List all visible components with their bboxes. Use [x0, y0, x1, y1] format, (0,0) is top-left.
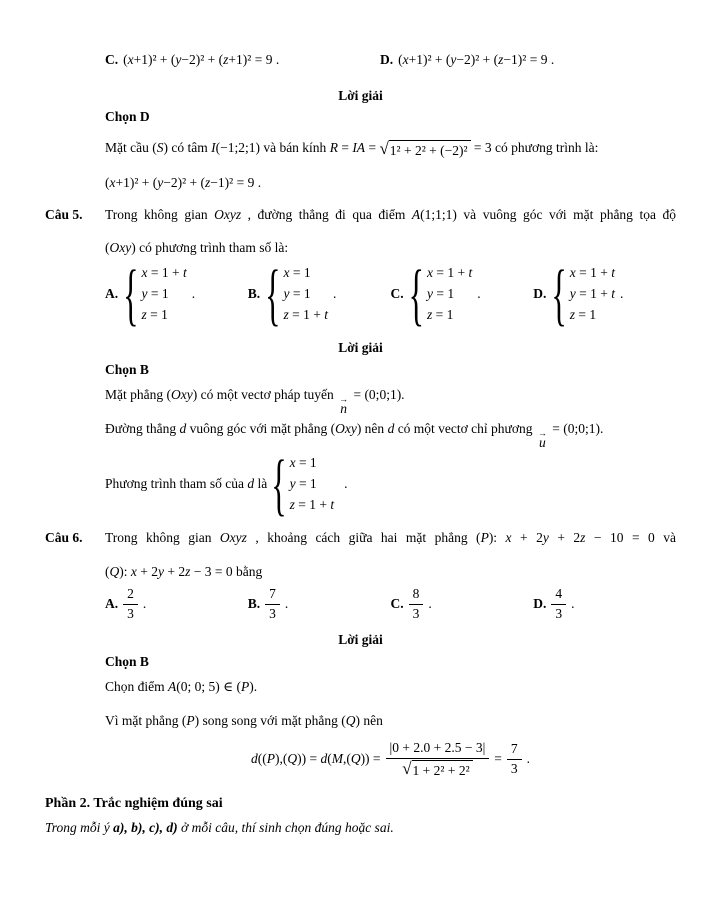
- case-line: z = 1 + t: [283, 307, 329, 322]
- fraction-b: [265, 586, 280, 623]
- question-6-text: [105, 521, 676, 589]
- case-line: x = 1: [283, 265, 311, 280]
- option-a-label: A.: [105, 596, 119, 612]
- option-b-label: B.: [247, 285, 261, 301]
- option-d-tail: .: [571, 596, 575, 612]
- part2-heading: Phần 2. Trắc nghiệm đúng sai: [45, 796, 223, 811]
- loi-giai-heading-3: Lời giải: [338, 632, 383, 647]
- question-6-line2: (Q): x + 2y + 2z − 3 = 0 bằng: [105, 564, 263, 579]
- fraction-numerator: 8: [409, 586, 424, 605]
- option-d-label: D.: [533, 596, 547, 612]
- sqrt-expression: [379, 140, 470, 159]
- case-line: x = 1 + t: [569, 265, 615, 280]
- cases-lines-d: [570, 262, 615, 325]
- fraction-numerator: 7: [265, 586, 280, 605]
- vector-n: [339, 394, 349, 416]
- equation-main-fraction: [386, 740, 490, 779]
- sol6-line1: Chọn điểm A(0; 0; 5) ∈ (P).: [105, 679, 258, 694]
- equation-result-fraction: [507, 741, 522, 778]
- sol4-line1: [105, 140, 598, 159]
- case-line: z = 1: [569, 307, 597, 322]
- question-6: [45, 521, 676, 589]
- distance-equation: [105, 740, 676, 779]
- option-c-formula: (x+1)² + (y−2)² + (z+1)² = 9 .: [123, 52, 280, 67]
- sqrt-icon: √: [379, 139, 389, 158]
- option-c-label: C.: [390, 285, 404, 301]
- sqrt-radicand: 1² + 2² + (−2)²: [389, 140, 471, 159]
- loi-giai-heading-2: Lời giải: [338, 340, 383, 355]
- question-5: [45, 198, 676, 264]
- question-5-line2: (Oxy) có phương trình tham số là:: [105, 240, 289, 255]
- sqrt-expression: [402, 760, 472, 779]
- fraction-denominator: 3: [127, 605, 134, 621]
- sqrt-radicand: 1 + 2² + 2²: [412, 760, 473, 779]
- option-d-label: D.: [533, 285, 547, 301]
- cau6-option-b: [248, 586, 391, 623]
- left-brace-icon: {: [123, 254, 139, 333]
- cau6-options-row: [105, 586, 676, 623]
- cau6-option-d: [533, 586, 676, 623]
- sol5-line2-pre: Đường thẳng d vuông góc với mặt phẳng (Oxy) nên d có một vectơ chỉ phương: [105, 421, 536, 436]
- option-a-tail: .: [191, 285, 196, 301]
- cases-lines-c: [427, 262, 472, 325]
- fraction-d: [551, 586, 566, 623]
- fraction-denominator: 3: [412, 605, 420, 621]
- case-line: y = 1: [289, 476, 317, 491]
- fraction-a: [123, 586, 138, 623]
- fraction-numerator: 2: [123, 586, 138, 605]
- cau6-option-c: [391, 586, 534, 623]
- left-brace-icon: {: [408, 254, 424, 333]
- sqrt-icon: √: [402, 758, 412, 778]
- vector-u: [537, 428, 547, 450]
- cases-system-d: [551, 254, 615, 333]
- cases-system-a: [123, 254, 187, 333]
- option-b-tail: .: [333, 285, 337, 301]
- left-brace-icon: {: [551, 254, 567, 333]
- option-d-formula: (x+1)² + (y−2)² + (z−1)² = 9 .: [398, 52, 555, 67]
- case-line: y = 1: [426, 286, 455, 301]
- option-c-tail: .: [477, 285, 481, 301]
- equals-sign: =: [494, 751, 502, 767]
- fraction-numerator: |0 + 2.0 + 2.5 − 3|: [386, 740, 490, 759]
- question-5-line1: Trong không gian Oxyz , đường thẳng đi qua điểm A(1;1;1) và vuông góc với mặt phẳng tọa độ: [105, 207, 676, 222]
- sol5-line2: [105, 421, 603, 449]
- sol5-line2-post: = (0;0;1).: [548, 421, 604, 436]
- fraction-denominator: [402, 759, 472, 779]
- question-5-text: [105, 198, 676, 264]
- sol5-line1-post: = (0;0;1).: [350, 387, 405, 402]
- left-brace-icon: {: [271, 444, 287, 523]
- case-line: x = 1 + t: [426, 265, 473, 280]
- fraction-denominator: 3: [269, 605, 276, 621]
- cases-lines-b: [284, 262, 329, 325]
- cases-system-answer: [271, 444, 335, 523]
- cases-system-b: [265, 254, 329, 333]
- sol5-line3-pre: Phương trình tham số của d là: [105, 475, 268, 491]
- chon-answer-3: Chọn B: [105, 654, 149, 669]
- option-a-label: A.: [105, 285, 119, 301]
- cau6-option-a: [105, 586, 248, 623]
- option-b-tail: .: [284, 596, 289, 612]
- sol5-line1: [105, 387, 405, 415]
- cau5-option-c: [390, 254, 534, 333]
- case-line: z = 1: [141, 307, 168, 322]
- case-line: z = 1 + t: [289, 497, 335, 512]
- fraction-numerator: 4: [551, 586, 566, 605]
- sol4-line1-pre: Mặt cầu (S) có tâm I(−1;2;1) và bán kính R = IA =: [105, 140, 380, 155]
- cau5-option-d: [533, 254, 676, 333]
- option-c-label: C.: [105, 52, 119, 67]
- chon-answer-1: Chọn D: [105, 109, 150, 124]
- equation-lhs: d((P),(Q)) = d(M,(Q)) =: [250, 751, 381, 767]
- cau5-option-a: [105, 254, 248, 333]
- equation-tail: .: [526, 751, 531, 767]
- fraction-c: [409, 586, 424, 623]
- case-line: y = 1: [283, 286, 311, 301]
- option-d-tail: .: [619, 285, 624, 301]
- chon-answer-2: Chọn B: [105, 362, 149, 377]
- sol5-line3: [105, 444, 348, 523]
- case-line: z = 1: [426, 307, 454, 322]
- cases-lines-a: [141, 262, 186, 325]
- option-c-label: C.: [390, 596, 404, 612]
- part2-note: Trong mỗi ý a), b), c), d) ở mỗi câu, thí sinh chọn đúng hoặc sai.: [45, 820, 394, 835]
- cases-system-c: [408, 254, 473, 333]
- cau5-option-b: [247, 254, 391, 333]
- case-line: y = 1 + t: [569, 286, 615, 301]
- option-a-tail: .: [142, 596, 147, 612]
- case-line: y = 1: [141, 286, 169, 301]
- cau5-options-row: [105, 254, 676, 333]
- sol4-line1-post: = 3 có phương trình là:: [470, 140, 599, 155]
- question-5-label: Câu 5.: [45, 207, 83, 222]
- option-d-label: D.: [380, 52, 394, 67]
- left-brace-icon: {: [265, 254, 281, 333]
- question-6-label: Câu 6.: [45, 530, 83, 545]
- case-line: x = 1: [289, 455, 317, 470]
- sol6-line2: Vì mặt phẳng (P) song song với mặt phẳng (Q) nên: [105, 713, 383, 728]
- case-line: x = 1 + t: [141, 265, 187, 280]
- question-6-line1: Trong không gian Oxyz , khoảng cách giữa hai mặt phẳng (P): x + 2y + 2z − 10 = 0 và: [105, 530, 676, 545]
- sol5-line1-pre: Mặt phẳng (Oxy) có một vectơ pháp tuyến: [105, 387, 338, 402]
- fraction-numerator: 7: [507, 741, 522, 760]
- sol4-equation: (x+1)² + (y−2)² + (z−1)² = 9 .: [105, 175, 262, 190]
- cases-lines-answer: [290, 452, 335, 515]
- vector-arrow-icon: →: [339, 394, 349, 404]
- vector-letter: n: [340, 401, 347, 416]
- prev-option-d: [380, 52, 554, 68]
- fraction-denominator: 3: [555, 605, 563, 621]
- option-c-tail: .: [428, 596, 432, 612]
- loi-giai-heading-1: Lời giải: [338, 88, 383, 103]
- prev-option-c: [105, 52, 279, 68]
- option-b-label: B.: [247, 596, 261, 612]
- vector-letter: u: [539, 435, 546, 450]
- vector-arrow-icon: →: [537, 428, 547, 438]
- sol5-line3-tail: .: [344, 475, 348, 491]
- fraction-denominator: 3: [510, 760, 518, 776]
